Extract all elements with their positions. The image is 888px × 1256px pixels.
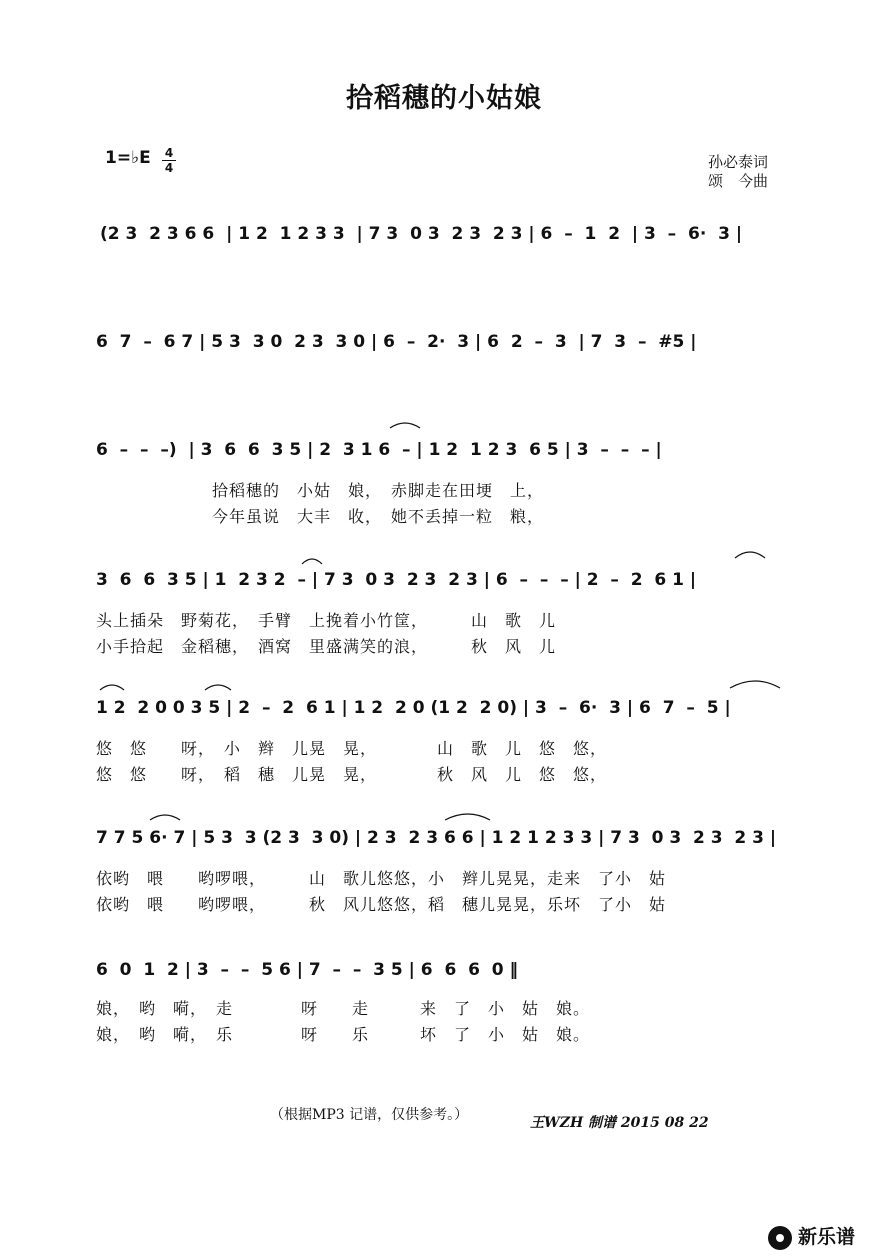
slur	[100, 685, 124, 690]
footer-note: （根据MP3 记谱，仅供参考。）	[270, 1107, 469, 1123]
notation-line: 7 7 5 6· 7 | 5 3 3 (2 3 3 0) | 2 3 2 3 6 6 | 1 2 1 2 3 3 | 7 3 0 3 2 3 2 3 |	[96, 828, 777, 848]
record-disc-icon	[768, 1226, 792, 1250]
lyric-verse-2: 依哟 喂 哟啰喂， 秋 风儿悠悠，稻 穗儿晃晃，乐坏 了小 姑	[96, 895, 667, 914]
notation-line: 6 7 – 6 7 | 5 3 3 0 2 3 3 0 | 6 – 2· 3 | 6 2 – 3 | 7 3 – #5 |	[96, 332, 697, 352]
lyric-verse-1: 依哟 喂 哟啰喂， 山 歌儿悠悠，小 辫儿晃晃，走来 了小 姑	[96, 869, 667, 888]
lyric-verse-1: 拾稻穗的 小姑 娘， 赤脚走在田埂 上，	[212, 481, 545, 500]
notation-line: 6 – – –) | 3 6 6 3 5 | 2 3 1 6 – | 1 2 1 2 3 6 5 | 3 – – – |	[96, 440, 662, 460]
slur	[730, 681, 780, 688]
time-signature-top: 4	[164, 146, 174, 160]
slur	[390, 423, 420, 428]
notation-line: 3 6 6 3 5 | 1 2 3 2 – | 7 3 0 3 2 3 2 3 | 6 – – – | 2 – 2 6 1 |	[96, 570, 697, 590]
slur	[150, 815, 180, 820]
credits	[708, 153, 768, 191]
brand-logo	[768, 1222, 855, 1250]
lyric-verse-2: 悠 悠 呀， 稻 穗 儿晃 晃， 秋 风 儿 悠 悠，	[96, 765, 608, 784]
notation-line: 6 0 1 2 | 3 – – 5 6 | 7 – – 3 5 | 6 6 6 0 ‖	[96, 960, 519, 980]
lyricist: 孙必泰词	[708, 153, 769, 171]
slur	[735, 552, 765, 558]
lyric-verse-1: 悠 悠 呀， 小 辫 儿晃 晃， 山 歌 儿 悠 悠，	[96, 739, 608, 758]
notation-line: (2 3 2 3 6 6 | 1 2 1 2 3 3 | 7 3 0 3 2 3 2 3 | 6 – 1 2 | 3 – 6· 3 |	[100, 224, 743, 244]
notation-line: 1 2 2 0 0 3 5 | 2 – 2 6 1 | 1 2 2 0 (1 2 2 0) | 3 – 6· 3 | 6 7 – 5 |	[96, 698, 731, 718]
composer: 颂 今曲	[708, 172, 769, 190]
key-signature: 1=♭E	[105, 148, 151, 168]
time-signature-bottom: 4	[164, 161, 174, 175]
lyric-verse-1: 头上插朵 野菊花， 手臂 上挽着小竹筐， 山 歌 儿	[96, 611, 557, 630]
lyric-verse-2: 小手拾起 金稻穗， 酒窝 里盛满笑的浪， 秋 风 儿	[96, 637, 557, 656]
slur	[445, 814, 490, 820]
slur	[302, 559, 322, 564]
slur	[205, 685, 231, 690]
lyric-verse-1: 娘， 哟 嗬， 走 呀 走 来 了 小 姑 娘。	[96, 999, 591, 1018]
transcriber-signature: 王WZH 制谱 2015 08 22	[530, 1115, 709, 1131]
lyric-verse-2: 今年虽说 大丰 收， 她不丢掉一粒 粮，	[212, 507, 545, 526]
time-signature	[162, 147, 176, 174]
lyric-verse-2: 娘， 哟 嗬， 乐 呀 乐 坏 了 小 姑 娘。	[96, 1025, 591, 1044]
brand-name: 新乐谱	[798, 1226, 856, 1248]
song-title: 拾稻穗的小姑娘	[346, 83, 542, 114]
